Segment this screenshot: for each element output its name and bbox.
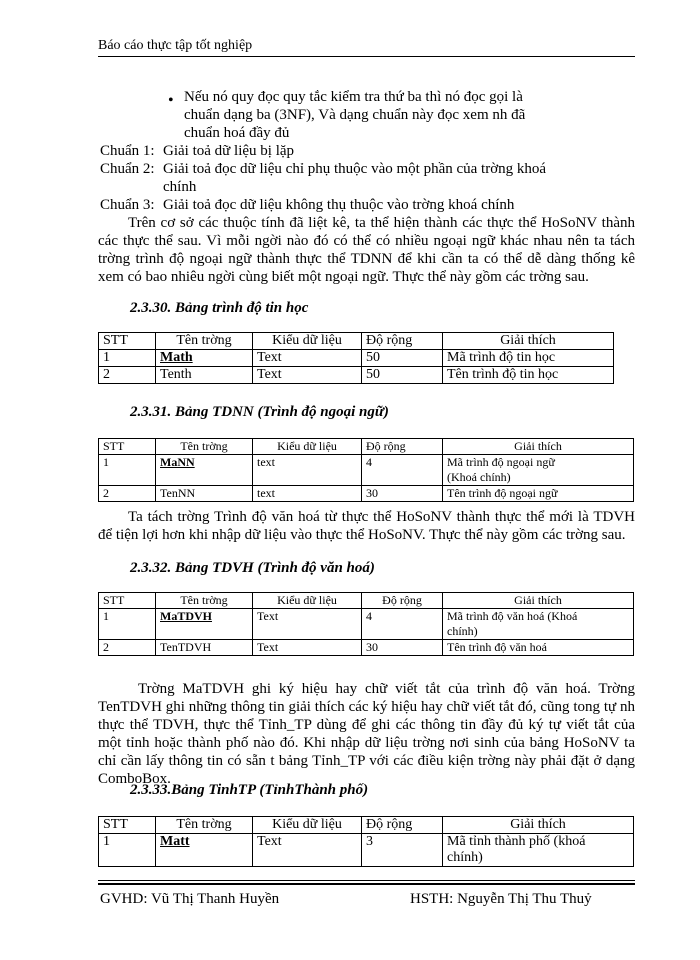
section-4-heading: 2.3.33.Bảng TinhTP (TỉnhThành phố): [130, 782, 369, 798]
bullet-text: Nếu nó quy đọc quy tắc kiểm tra thứ ba thì nó đọc gọi là chuẩn dạng ba (3NF), Và dạng chuẩn này đọc xem nh đã chuẩn hoá đầy đủ: [184, 89, 526, 141]
section-2-heading: 2.3.31. Bảng TDNN (Trình độ ngoại ngữ): [130, 404, 389, 420]
chuan-2-text-cont: chính: [163, 179, 197, 195]
chuan-2-label: Chuẩn 2:: [100, 161, 155, 177]
table-row: 1 MaTDVH Text 4 Mã trình độ văn hoá (Khoá chính): [99, 609, 634, 640]
table-tinhtp: STT Tên trờng Kiểu dữ liệu Độ rộng Giải thích 1 Matt Text 3 Mã tỉnh thành phố (khoá chính): [98, 816, 634, 867]
table-tdnn: STT Tên trờng Kiểu dữ liệu Độ rộng Giải thích 1 MaNN text 4 Mã trình độ ngoại ngữ (Khoá chính) 2 TenNN text 30 Tên trình độ ngoại ngữ: [98, 438, 634, 502]
table-row: 1 MaNN text 4 Mã trình độ ngoại ngữ (Khoá chính): [99, 455, 634, 486]
paragraph-1: Trên cơ sở các thuộc tính đã liệt kê, ta thể hiện thành các thực thể HoSoNV thành các thực thể sau. Vì mỗi ngời nào đó có thể có nhiều ngoại ngữ khác nhau nên ta tách trờng trình độ ngoại ngữ thành thực thể TDNN để khi cần ta có thể dễ dàng thống kê xem có bao nhiêu ngời cùng biết một ngoại ngữ. Thực thể này gồm các trờng sau.: [98, 215, 635, 285]
section-3-heading: 2.3.32. Bảng TDVH (Trình độ văn hoá): [130, 560, 375, 576]
paragraph-2: Ta tách trờng Trình độ văn hoá từ thực thể HoSoNV thành thực thể mới là TDVH để tiện lợi hơn khi nhập dữ liệu vào thực thể HoSoNV. Thực thể này gồm các trờng sau.: [98, 509, 635, 543]
chuan-1-label: Chuẩn 1:: [100, 143, 155, 159]
table-tin-hoc: [98, 332, 614, 384]
col-ten-truong: Tên trờng: [156, 333, 253, 350]
section-1-heading: 2.3.30. Bảng trình độ tin học: [130, 300, 309, 316]
chuan-3-label: Chuẩn 3:: [100, 197, 155, 213]
bullet-icon: •: [168, 92, 174, 109]
chuan-2-text: Giải toả đọc dữ liệu chỉ phụ thuộc vào một phần của trờng khoá: [163, 161, 547, 177]
page-header: Báo cáo thực tập tốt nghiệp: [98, 38, 253, 53]
col-giai-thich: Giải thích: [443, 333, 614, 350]
footer-rule-thick: [98, 883, 635, 885]
col-stt: STT: [99, 333, 156, 350]
table-row: 2 TenTDVH Text 30 Tên trình độ văn hoá: [99, 640, 634, 656]
col-do-rong: Độ rộng: [362, 333, 443, 350]
footer-gvhd: GVHD: Vũ Thị Thanh Huyền: [100, 891, 280, 907]
footer-rule: [98, 880, 635, 881]
footer-hsth: HSTH: Nguyễn Thị Thu Thuỷ: [410, 891, 592, 907]
table-row: 2 Tenth Text 50 Tên trình độ tin học: [99, 367, 614, 384]
paragraph-3: Trờng MaTDVH ghi ký hiệu hay chữ viết tắt của trình độ văn hoá. Trờng TenTDVH ghi những thông tin giải thích các ký hiệu hay chữ viết tắt đó, cũng tong tự nh thực thể TDVH, thực thể Tỉnh_TP dùng để ghi các thông tin đầy đủ ký tự viết tắt của một tỉnh hoặc thành phố nào đó. Khi nhập dữ liệu trờng nơi sinh của bảng HoSoNV ta chỉ cần lấy thông tin có sẵn t bảng Tỉnh_TP với các điều kiện trờng này phải đặt ở dạng ComboBox.: [98, 681, 635, 787]
table-row: 2 TenNN text 30 Tên trình độ ngoại ngữ: [99, 486, 634, 502]
chuan-3-text: Giải toả đọc dữ liệu không thụ thuộc vào trờng khoá chính: [163, 197, 515, 213]
table-tdvh: STT Tên trờng Kiểu dữ liệu Độ rộng Giải thích 1 MaTDVH Text 4 Mã trình độ văn hoá (Khoá chính) 2 TenTDVH Text 30 Tên trình độ văn hoá: [98, 592, 634, 656]
header-rule: [98, 56, 635, 57]
table-row: 1 Math Text 50 Mã trình độ tin học: [99, 350, 614, 367]
table-row: 1 Matt Text 3 Mã tỉnh thành phố (khoá chính): [99, 834, 634, 867]
col-kieu: Kiểu dữ liệu: [253, 333, 362, 350]
chuan-1-text: Giải toả dữ liệu bị lặp: [163, 143, 295, 159]
